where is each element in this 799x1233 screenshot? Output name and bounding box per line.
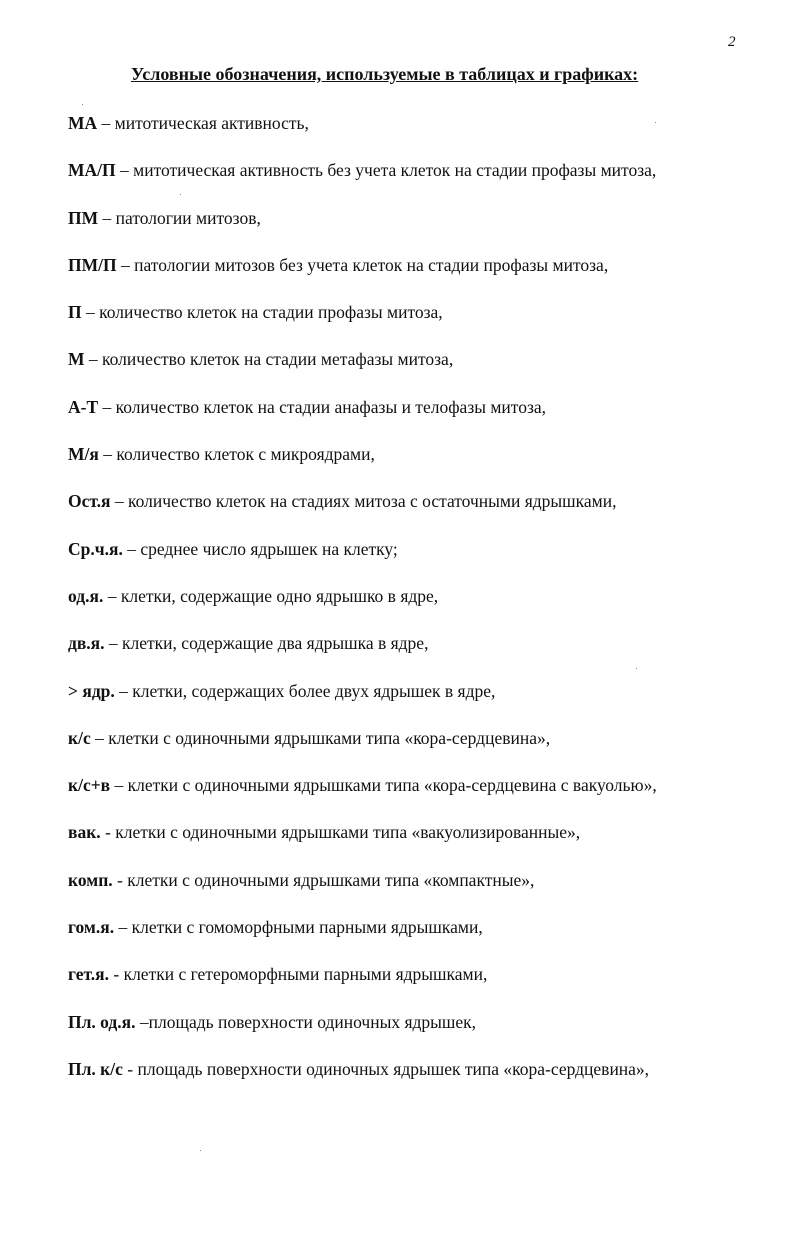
legend-definition: среднее число ядрышек на клетку; bbox=[140, 538, 398, 559]
legend-term: комп. bbox=[68, 869, 113, 890]
legend-term: к/с+в bbox=[68, 775, 111, 796]
legend-separator: – bbox=[135, 1011, 149, 1032]
legend-term: од.я. bbox=[68, 585, 104, 606]
legend-entry bbox=[68, 867, 768, 914]
legend-term: М bbox=[68, 349, 85, 370]
legend-entry bbox=[68, 961, 768, 1008]
legend-term: к/с bbox=[68, 727, 91, 748]
legend-term: МА/П bbox=[68, 160, 116, 181]
scan-speck bbox=[655, 122, 656, 123]
legend-separator: – bbox=[84, 349, 103, 370]
legend-separator: – bbox=[110, 491, 129, 512]
legend-definition: клетки с одиночными ядрышками типа «вакуолизированные», bbox=[115, 822, 581, 843]
legend-definition: количество клеток на стадии анафазы и телофазы митоза, bbox=[115, 396, 547, 417]
legend-term: Ср.ч.я. bbox=[68, 538, 123, 559]
legend-term: А-Т bbox=[68, 396, 99, 417]
legend-definition: патологии митозов без учета клеток на стадии профазы митоза, bbox=[134, 254, 609, 275]
scan-speck bbox=[82, 104, 83, 105]
legend-definition: клетки с одиночными ядрышками типа «кора-сердцевина с вакуолью», bbox=[127, 775, 657, 796]
legend-separator: – bbox=[122, 538, 141, 559]
legend-term: гом.я. bbox=[68, 917, 115, 938]
legend-entry bbox=[68, 394, 768, 441]
legend-term: М/я bbox=[68, 444, 99, 465]
legend-separator: – bbox=[81, 302, 100, 323]
legend-definition: количество клеток на стадии метафазы митоза, bbox=[102, 349, 454, 370]
legend-term: дв.я. bbox=[68, 633, 105, 654]
legend-entry bbox=[68, 205, 768, 252]
legend-entry bbox=[68, 914, 768, 961]
legend-separator: – bbox=[115, 160, 134, 181]
legend-entry bbox=[68, 819, 768, 866]
legend-definition: клетки с одиночными ядрышками типа «кора-сердцевина», bbox=[108, 727, 551, 748]
legend-entry bbox=[68, 346, 768, 393]
legend-definition: площадь поверхности одиночных ядрышек типа «кора-сердцевина», bbox=[137, 1058, 650, 1079]
legend-term: Ост.я bbox=[68, 491, 111, 512]
legend-definition: количество клеток с микроядрами, bbox=[116, 444, 375, 465]
scan-speck bbox=[200, 1150, 201, 1151]
legend-separator: - bbox=[108, 964, 124, 985]
document-title: Условные обозначения, используемые в таблицах и графиках: bbox=[131, 64, 639, 84]
legend-separator: – bbox=[90, 727, 109, 748]
legend-definition: клетки, содержащие два ядрышка в ядре, bbox=[122, 633, 429, 654]
legend-separator: – bbox=[104, 633, 123, 654]
legend-entry bbox=[68, 772, 768, 819]
legend-entry bbox=[68, 725, 768, 772]
legend-separator: – bbox=[97, 113, 115, 133]
legend-term: > ядр. bbox=[68, 680, 115, 701]
legend-entry bbox=[68, 441, 768, 488]
legend-entry bbox=[68, 110, 768, 157]
legend-entry bbox=[68, 157, 768, 204]
legend-entry bbox=[68, 630, 768, 677]
legend-separator: - bbox=[122, 1058, 138, 1079]
legend-list bbox=[68, 110, 768, 1103]
legend-term: Пл. к/с bbox=[68, 1058, 123, 1079]
legend-entry bbox=[68, 488, 768, 535]
legend-definition: клетки, содержащие одно ядрышко в ядре, bbox=[120, 585, 439, 606]
legend-entry bbox=[68, 299, 768, 346]
legend-definition: клетки с гомоморфными парными ядрышками, bbox=[131, 917, 483, 938]
legend-term: П bbox=[68, 302, 82, 323]
legend-definition: количество клеток на стадиях митоза с остаточными ядрышками, bbox=[128, 491, 617, 512]
legend-separator: – bbox=[116, 254, 135, 275]
scan-speck bbox=[636, 668, 637, 669]
legend-term: гет.я. bbox=[68, 964, 109, 985]
legend-term: Пл. од.я. bbox=[68, 1011, 136, 1032]
legend-definition: площадь поверхности одиночных ядрышек, bbox=[148, 1011, 477, 1032]
legend-entry bbox=[68, 1056, 768, 1103]
legend-definition: патологии митозов, bbox=[115, 207, 261, 228]
legend-term: ПМ bbox=[68, 207, 99, 228]
legend-term: ПМ/П bbox=[68, 254, 117, 275]
legend-separator: – bbox=[114, 680, 133, 701]
legend-definition: клетки с одиночными ядрышками типа «компактные», bbox=[127, 869, 535, 890]
legend-definition: митотическая активность, bbox=[114, 113, 309, 133]
page-number: 2 bbox=[728, 34, 736, 50]
legend-separator: – bbox=[103, 585, 121, 606]
legend-entry bbox=[68, 678, 768, 725]
legend-definition: клетки с гетероморфными парными ядрышками, bbox=[123, 964, 488, 985]
legend-separator: – bbox=[110, 775, 128, 796]
legend-entry bbox=[68, 252, 768, 299]
scan-speck bbox=[180, 194, 181, 195]
legend-definition: клетки, содержащих более двух ядрышек в ядре, bbox=[132, 680, 496, 701]
legend-separator: – bbox=[98, 207, 116, 228]
legend-term: МА bbox=[68, 113, 98, 133]
legend-separator: - bbox=[100, 822, 116, 843]
legend-separator: – bbox=[114, 917, 132, 938]
legend-definition: количество клеток на стадии профазы митоза, bbox=[99, 302, 443, 323]
legend-entry bbox=[68, 536, 768, 583]
legend-entry bbox=[68, 1009, 768, 1056]
legend-separator: – bbox=[98, 444, 117, 465]
legend-entry bbox=[68, 583, 768, 630]
legend-separator: - bbox=[112, 869, 128, 890]
legend-term: вак. bbox=[68, 822, 101, 843]
legend-separator: – bbox=[98, 396, 116, 417]
legend-definition: митотическая активность без учета клеток на стадии профазы митоза, bbox=[133, 160, 657, 181]
